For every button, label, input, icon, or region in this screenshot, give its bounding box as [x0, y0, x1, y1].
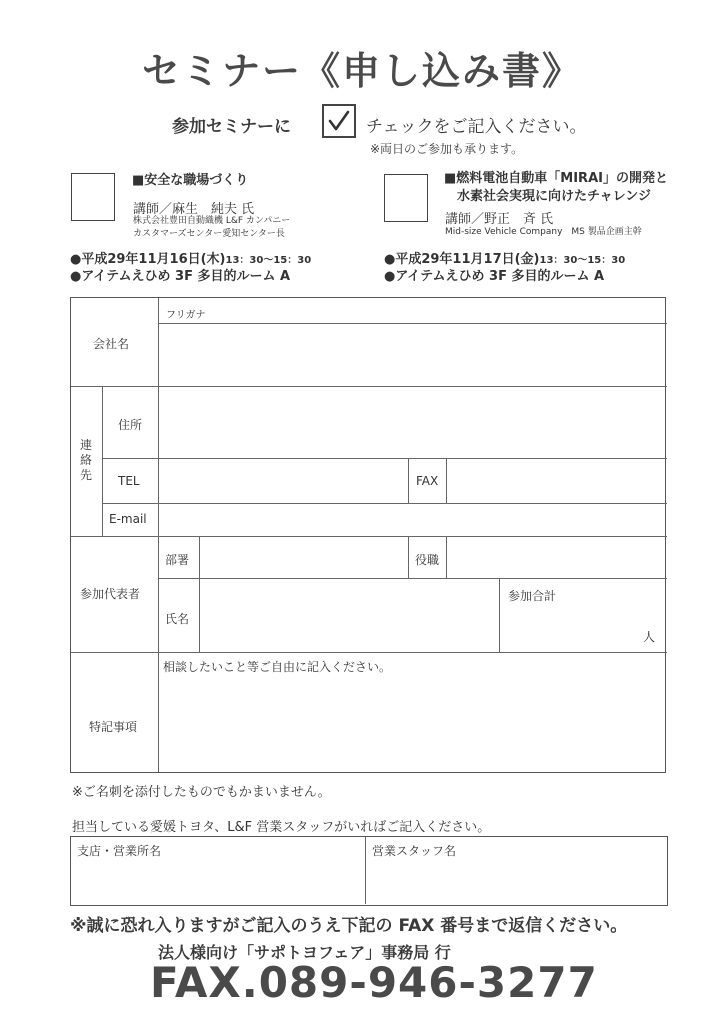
- name-label: 氏名: [165, 612, 190, 626]
- divider: [71, 652, 667, 653]
- remarks-label: 特記事項: [89, 720, 138, 734]
- check-instruction-trail: チェックをご記入ください。: [366, 117, 587, 137]
- remarks-hint: 相談したいこと等ご自由に記入ください。: [163, 660, 392, 674]
- representative-label: 参加代表者: [80, 587, 141, 601]
- address-field[interactable]: [159, 387, 666, 457]
- staff-table: [70, 836, 668, 906]
- return-note: ※誠に恐れ入りますがご記入のうえ下記の FAX 番号まで返信ください。: [70, 916, 628, 936]
- staff-name-field[interactable]: [366, 859, 666, 904]
- both-days-note: ※両日のご参加も承ります。: [370, 142, 524, 156]
- divider: [408, 536, 409, 578]
- total-attendees-field[interactable]: [500, 579, 666, 651]
- seminar-2-title-line-1: ■燃料電池自動車「MIRAI」の開発と: [444, 171, 668, 186]
- seminar-1-speaker: 講師／麻生 純夫 氏: [133, 202, 255, 217]
- office-name: 法人様向け「サポトヨフェア」事務局 行: [158, 943, 451, 962]
- department-field[interactable]: [200, 537, 407, 577]
- seminar-2-speaker: 講師／野正 斉 氏: [445, 212, 554, 227]
- seminar-2-time: 13：30〜15：30: [539, 255, 626, 266]
- seminar-1-date-main: ●平成29年11月16日(木): [70, 252, 226, 267]
- branch-field[interactable]: [71, 859, 364, 904]
- staff-prompt: 担当している愛媛トヨタ、L&F 営業スタッフがいればご記入ください。: [72, 820, 491, 835]
- seminar-1-affiliation-line-1: 株式会社豊田自動織機 L&F カンパニー: [133, 216, 291, 226]
- department-label: 部署: [165, 553, 190, 567]
- total-label: 参加合計: [508, 589, 557, 603]
- company-label: 会社名: [93, 337, 130, 351]
- fax-number: FAX.089-946-3277: [150, 958, 598, 1007]
- email-label: E-mail: [109, 512, 147, 526]
- seminar-2-venue: ●アイテムえひめ 3F 多目的ルーム A: [384, 269, 605, 284]
- position-label: 役職: [415, 553, 440, 567]
- seminar-1-venue: ●アイテムえひめ 3F 多目的ルーム A: [70, 269, 291, 284]
- company-name-field[interactable]: [159, 324, 666, 385]
- page-title: セミナー《申し込み書》: [141, 49, 582, 93]
- seminar-2-date-main: ●平成29年11月17日(金): [384, 252, 540, 267]
- application-form: [70, 297, 666, 773]
- checkmark-sample: [322, 104, 356, 138]
- furigana-label: フリガナ: [166, 310, 206, 321]
- fax-field[interactable]: [447, 459, 666, 502]
- position-field[interactable]: [447, 537, 666, 577]
- tel-label: TEL: [118, 474, 140, 488]
- divider: [408, 458, 409, 503]
- business-card-note: ※ご名刺を添付したものでもかまいません。: [72, 785, 331, 800]
- seminar-1-checkbox[interactable]: [71, 173, 115, 221]
- seminar-1-time: 13：30〜15：30: [225, 255, 312, 266]
- check-instruction-lead: 参加セミナーに: [172, 117, 291, 137]
- seminar-1-affiliation-line-2: カスタマーズセンター愛知センター長: [133, 229, 285, 239]
- divider: [158, 536, 159, 652]
- representative-name-field[interactable]: [200, 579, 498, 651]
- seminar-1-title: ■安全な職場づくり: [132, 173, 249, 188]
- email-field[interactable]: [159, 504, 666, 535]
- branch-label: 支店・営業所名: [77, 844, 162, 858]
- checkmark-icon: [327, 109, 351, 133]
- divider: [102, 386, 103, 536]
- contact-label: 連絡先: [80, 438, 93, 482]
- address-label: 住所: [118, 418, 143, 432]
- tel-field[interactable]: [159, 459, 407, 502]
- staff-name-label: 営業スタッフ名: [372, 844, 457, 858]
- remarks-field[interactable]: [159, 678, 666, 772]
- fax-label: FAX: [416, 474, 439, 488]
- seminar-2-checkbox[interactable]: [384, 174, 428, 222]
- seminar-2-title-line-2: 水素社会実現に向けたチャレンジ: [444, 189, 651, 204]
- person-unit: 人: [643, 630, 656, 644]
- seminar-2-affiliation: Mid-size Vehicle Company MS 製品企画主幹: [445, 227, 642, 237]
